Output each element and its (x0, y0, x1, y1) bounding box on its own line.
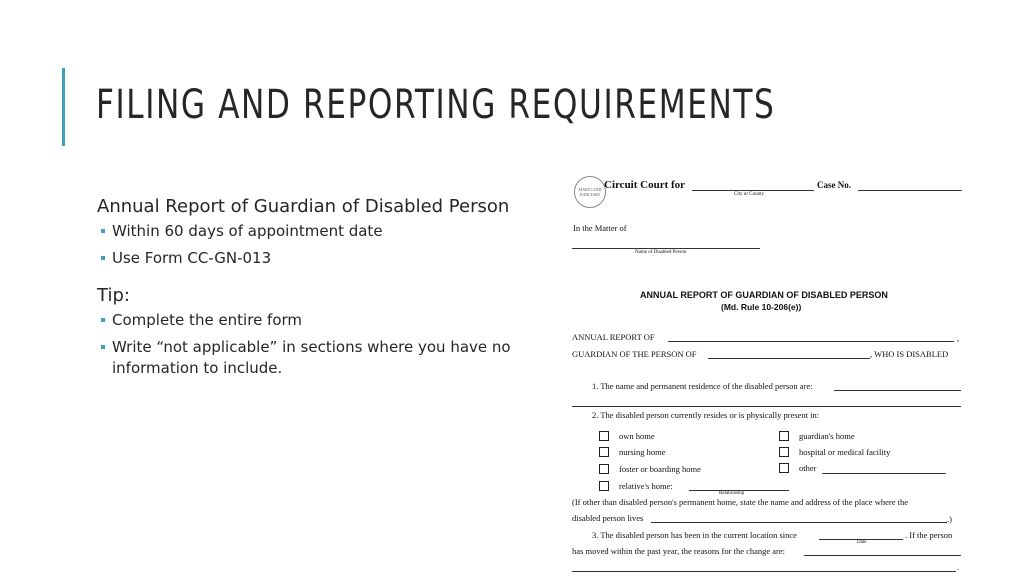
section-heading-annual-report: Annual Report of Guardian of Disabled Person (97, 196, 510, 217)
bullet-item (97, 248, 547, 269)
relationship-caption: Relationship (719, 491, 745, 496)
question-1: 1. The name and permanent residence of the disabled person are: (592, 381, 813, 391)
option-nursing-home: nursing home (619, 447, 666, 457)
form-line (668, 341, 954, 342)
guardian-of-person-of-label: GUARDIAN OF THE PERSON OF (572, 349, 697, 359)
form-line (858, 190, 962, 191)
comma: , (957, 333, 960, 343)
form-line (692, 190, 814, 191)
report-title: ANNUAL REPORT OF GUARDIAN OF DISABLED PERSON (640, 290, 888, 300)
bullet-item (97, 221, 547, 242)
tip-bullet-list (97, 310, 547, 379)
title-accent-bar (62, 68, 65, 146)
slide-content (97, 196, 547, 385)
question-2: 2. The disabled person currently resides or is physically present in: (592, 410, 820, 420)
checkbox-guardians-home (779, 431, 789, 441)
date-caption: Date (857, 540, 867, 545)
form-line (572, 571, 956, 572)
rule-reference: (Md. Rule 10-206(e)) (721, 302, 802, 312)
form-line (572, 406, 961, 407)
bullet-text: Within 60 days of appointment date (112, 222, 383, 240)
option-own-home: own home (619, 431, 655, 441)
slide-title: FILING AND REPORTING REQUIREMENTS (96, 82, 776, 128)
form-line (834, 390, 961, 391)
checkbox-other (779, 463, 789, 473)
bullet-square-icon (101, 256, 105, 260)
form-line (822, 473, 946, 474)
bullet-square-icon (101, 229, 105, 233)
form-line (708, 358, 870, 359)
tip-heading: Tip: (97, 285, 130, 306)
form-line (804, 555, 961, 556)
period: . (957, 562, 960, 572)
bullet-square-icon (101, 318, 105, 322)
question-3-continued: . If the person (905, 530, 953, 540)
bullet-square-icon (101, 345, 105, 349)
option-hospital: hospital or medical facility (799, 447, 891, 457)
checkbox-hospital (779, 447, 789, 457)
close-paren: .) (947, 514, 952, 524)
seal-text: MARYLAND JUDICIARY (578, 187, 602, 197)
option-relatives-home: relative's home: (619, 481, 673, 491)
checkbox-own-home (599, 431, 609, 441)
bullet-text: Complete the entire form (112, 311, 303, 329)
checkbox-foster-home (599, 464, 609, 474)
option-other: other (799, 463, 817, 473)
maryland-judiciary-seal-icon (574, 176, 606, 208)
case-no-label: Case No. (817, 180, 851, 190)
if-other-instruction: (If other than disabled person's permanent home, state the name and address of the place where the (572, 497, 908, 507)
who-is-disabled-label: , WHO IS DISABLED (870, 349, 949, 359)
bullet-item (97, 310, 547, 331)
disabled-person-lives-label: disabled person lives (572, 513, 644, 523)
annual-report-of-label: ANNUAL REPORT OF (572, 332, 655, 342)
name-disabled-person-caption: Name of Disabled Person (635, 250, 687, 255)
circuit-court-label: Circuit Court for (604, 179, 686, 191)
option-guardians-home: guardian's home (799, 431, 855, 441)
bullet-text: Use Form CC-GN-013 (112, 249, 272, 267)
in-matter-of-label: In the Matter of (573, 223, 627, 233)
option-foster-home: foster or boarding home (619, 464, 701, 474)
form-line (572, 248, 760, 249)
bullet-item (97, 337, 547, 379)
city-or-county-caption: City or County (734, 192, 765, 197)
checkbox-nursing-home (599, 447, 609, 457)
form-image-cc-gn-013 (568, 168, 968, 576)
form-line (651, 522, 947, 523)
bullet-text: Write “not applicable” in sections where you have no information to include. (112, 338, 511, 377)
moved-within-label: has moved within the past year, the reasons for the change are: (572, 546, 786, 556)
checkbox-relatives-home (599, 481, 609, 491)
question-3: 3. The disabled person has been in the current location since (592, 530, 797, 540)
annual-report-bullet-list (97, 221, 547, 269)
